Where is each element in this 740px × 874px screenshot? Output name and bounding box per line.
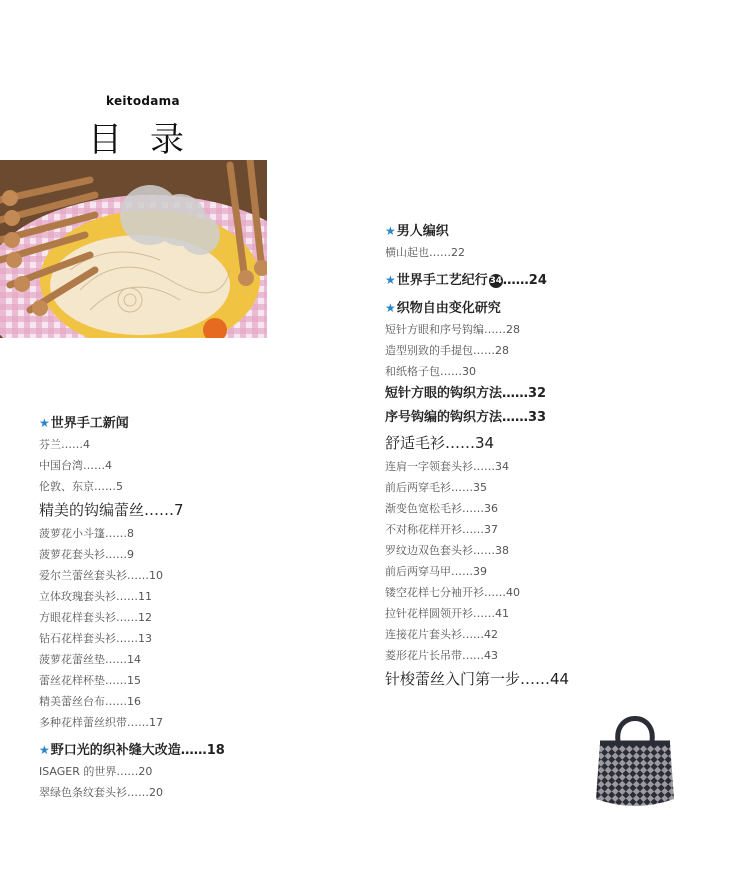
toc-entry[interactable]: [385, 319, 685, 340]
page-title: 目录: [88, 120, 212, 160]
toc-entry-text: 野口光的织补缝大改造……18: [50, 743, 225, 758]
toc-entry-text: 精美蕾丝台布……16: [39, 695, 141, 708]
toc-entry[interactable]: [39, 649, 339, 670]
toc-entry[interactable]: [385, 242, 685, 263]
toc-entry[interactable]: [39, 712, 339, 733]
toc-entry-text: 横山起也……22: [385, 246, 465, 259]
bobbin-lace-photo: [0, 160, 267, 338]
toc-entry-text: 和纸格子包……30: [385, 365, 476, 378]
toc-entry-text: 镂空花样七分袖开衫……40: [385, 586, 520, 599]
toc-entry[interactable]: [385, 603, 685, 624]
toc-entry-text: 连接花片套头衫……42: [385, 628, 498, 641]
toc-entry[interactable]: [385, 430, 685, 456]
toc-entry[interactable]: [385, 624, 685, 645]
toc-entry[interactable]: [385, 220, 685, 242]
toc-entry[interactable]: [39, 476, 339, 497]
toc-entry[interactable]: [385, 297, 685, 319]
toc-entry[interactable]: [39, 586, 339, 607]
toc-entry-text: 前后两穿马甲……39: [385, 565, 487, 578]
toc-entry[interactable]: [385, 519, 685, 540]
toc-entry[interactable]: [385, 456, 685, 477]
toc-entry[interactable]: [385, 477, 685, 498]
toc-entry[interactable]: [39, 497, 339, 523]
toc-entry[interactable]: [385, 561, 685, 582]
toc-entry-text: 前后两穿毛衫……35: [385, 481, 487, 494]
toc-entry-text: 菠萝花套头衫……9: [39, 548, 134, 561]
knitted-bag-photo: [594, 703, 676, 811]
toc-entry-page: ……24: [502, 273, 547, 288]
toc-entry-text: 芬兰……4: [39, 438, 90, 451]
toc-entry[interactable]: [39, 412, 339, 434]
toc-entry[interactable]: [385, 498, 685, 519]
toc-entry[interactable]: [39, 761, 339, 782]
toc-entry-text: 罗纹边双色套头衫……38: [385, 544, 509, 557]
toc-entry-text: 男人编织: [396, 224, 449, 239]
toc-entry[interactable]: [39, 691, 339, 712]
toc-entry-text: 造型别致的手提包……28: [385, 344, 509, 357]
toc-entry-text: 短针方眼和序号钩编……28: [385, 323, 520, 336]
toc-entry-text: 爱尔兰蕾丝套头衫……10: [39, 569, 163, 582]
toc-entry-text: 精美的钩编蕾丝……7: [39, 501, 184, 519]
toc-entry[interactable]: [385, 645, 685, 666]
toc-entry-text: 菱形花片长吊带……43: [385, 649, 498, 662]
toc-entry-text: 世界手工新闻: [50, 416, 129, 431]
toc-entry-text: 拉针花样圆领开衫……41: [385, 607, 509, 620]
contents-right-column: [385, 214, 685, 692]
toc-entry-text: 连肩一字领套头衫……34: [385, 460, 509, 473]
toc-entry-text: 织物自由变化研究: [396, 301, 501, 316]
toc-entry[interactable]: [385, 406, 685, 430]
toc-entry-text: ISAGER 的世界……20: [39, 765, 153, 778]
toc-entry[interactable]: [385, 540, 685, 561]
toc-entry-text: 蕾丝花样杯垫……15: [39, 674, 141, 687]
toc-entry[interactable]: [39, 565, 339, 586]
toc-entry-text: 针梭蕾丝入门第一步……44: [385, 670, 570, 688]
toc-entry-text: 伦敦、东京……5: [39, 480, 123, 493]
toc-entry-text: 方眼花样套头衫……12: [39, 611, 152, 624]
toc-entry[interactable]: [39, 739, 339, 761]
toc-entry-text: 菠萝花小斗篷……8: [39, 527, 134, 540]
star-icon: ★: [385, 224, 396, 238]
star-icon: ★: [385, 301, 396, 315]
toc-entry-text: 不对称花样开衫……37: [385, 523, 498, 536]
toc-entry-text: 钻石花样套头衫……13: [39, 632, 152, 645]
toc-entry-text: 短针方眼的钩织方法……32: [385, 386, 547, 401]
contents-left-column: [39, 406, 339, 803]
toc-entry[interactable]: [39, 607, 339, 628]
magazine-brand: keitodama: [106, 94, 180, 108]
toc-entry[interactable]: [385, 582, 685, 603]
toc-entry[interactable]: [39, 434, 339, 455]
toc-entry-text: 立体玫瑰套头衫……11: [39, 590, 152, 603]
toc-entry-text: 多种花样蕾丝织带……17: [39, 716, 163, 729]
toc-entry[interactable]: [39, 628, 339, 649]
star-icon: ★: [39, 743, 50, 757]
toc-entry[interactable]: [39, 544, 339, 565]
toc-entry[interactable]: [39, 523, 339, 544]
toc-entry[interactable]: [385, 340, 685, 361]
toc-entry[interactable]: [385, 382, 685, 406]
star-icon: ★: [39, 416, 50, 430]
toc-entry-text: 翠绿色条纹套头衫……20: [39, 786, 163, 799]
toc-entry[interactable]: [39, 670, 339, 691]
toc-entry-text: 中国台湾……4: [39, 459, 112, 472]
star-icon: ★: [385, 273, 396, 287]
toc-entry-text: 菠萝花蕾丝垫……14: [39, 653, 141, 666]
issue-number-badge: 34: [489, 276, 503, 286]
toc-entry-text: 世界手工艺纪行: [396, 273, 488, 288]
toc-entry[interactable]: [385, 361, 685, 382]
toc-entry[interactable]: [385, 269, 685, 291]
toc-entry[interactable]: [39, 782, 339, 803]
toc-entry-text: 序号钩编的钩织方法……33: [385, 410, 547, 425]
toc-entry-text: 舒适毛衫……34: [385, 434, 495, 452]
toc-entry[interactable]: [385, 666, 685, 692]
toc-entry-text: 渐变色宽松毛衫……36: [385, 502, 498, 515]
toc-entry[interactable]: [39, 455, 339, 476]
